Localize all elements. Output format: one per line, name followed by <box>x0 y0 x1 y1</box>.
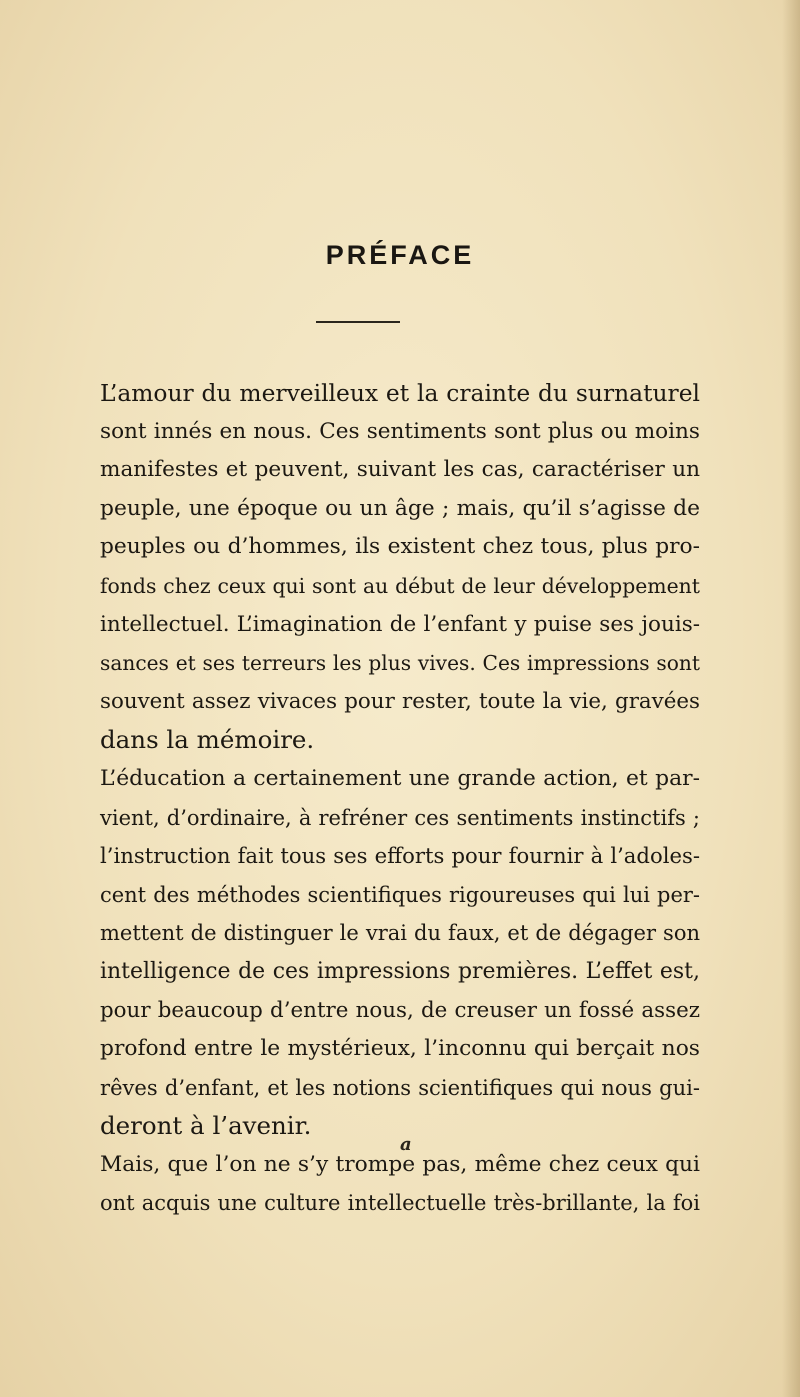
text-line: sances et ses terreurs les plus vives. Ces impressions sont <box>100 651 700 676</box>
text-line: deront à l’avenir. <box>100 1111 312 1141</box>
preface-body <box>100 374 700 1223</box>
text-line: l’instruction fait tous ses efforts pour fournir à l’adoles- <box>100 843 700 869</box>
text-line: L’éducation a certainement une grande action, et par- <box>100 765 700 791</box>
text-line: fonds chez ceux qui sont au début de leur développement <box>100 573 700 598</box>
text-line: pour beaucoup d’entre nous, de creuser un fossé assez <box>100 997 700 1023</box>
text-line: intellectuel. L’imagination de l’enfant y puise ses jouis- <box>100 611 700 637</box>
title-rule-divider <box>316 321 400 323</box>
text-line: vient, d’ordinaire, à refréner ces sentiments instinctifs ; <box>100 804 700 830</box>
text-line: sont innés en nous. Ces sentiments sont plus ou moins <box>100 418 700 444</box>
text-line: rêves d’enfant, et les notions scientifiques qui nous gui- <box>100 1074 700 1100</box>
text-line: peuple, une époque ou un âge ; mais, qu’il s’agisse de <box>100 495 700 521</box>
signature-mark: a <box>400 1134 412 1155</box>
text-line: Mais, que l’on ne s’y trompe pas, même chez ceux qui <box>100 1151 700 1177</box>
text-line: manifestes et peuvent, suivant les cas, caractériser un <box>100 457 700 483</box>
text-line: cent des méthodes scientifiques rigoureuses qui lui per- <box>100 882 700 907</box>
text-line: mettent de distinguer le vrai du faux, et de dégager son <box>100 920 700 946</box>
text-line: intelligence de ces impressions premières. L’effet est, <box>100 958 700 984</box>
page-title: PRÉFACE <box>325 240 475 270</box>
text-line: peuples ou d’hommes, ils existent chez tous, plus pro- <box>100 534 700 560</box>
text-line: profond entre le mystérieux, l’inconnu qui berçait nos <box>100 1036 700 1062</box>
text-line: ont acquis une culture intellectuelle très-brillante, la foi <box>100 1191 700 1216</box>
text-line: souvent assez vivaces pour rester, toute la vie, gravées <box>100 688 700 714</box>
text-line: L’amour du merveilleux et la crainte du surnaturel <box>100 379 700 407</box>
text-line: dans la mémoire. <box>100 725 315 755</box>
